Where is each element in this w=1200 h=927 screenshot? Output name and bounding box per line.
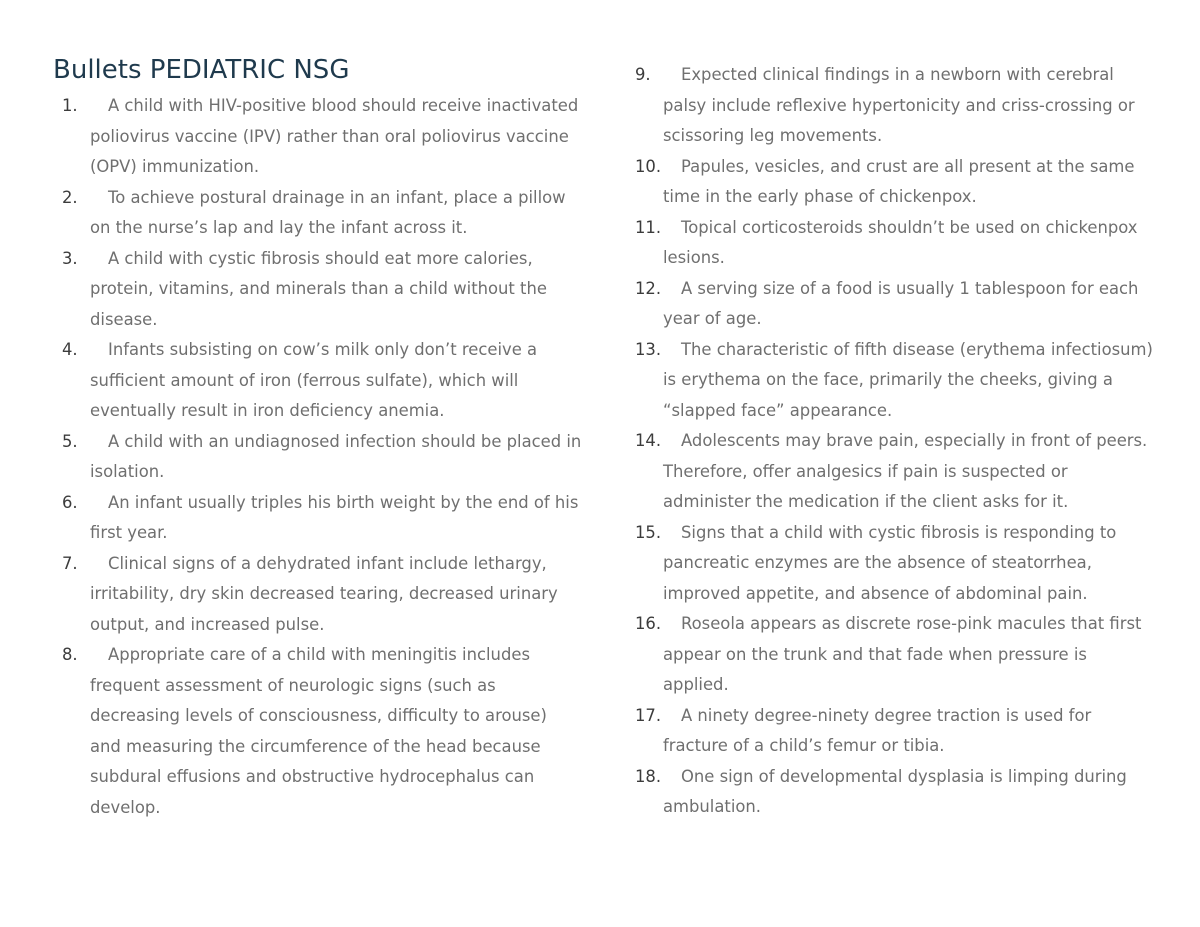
item-number: 1. xyxy=(62,96,78,115)
item-text: Clinical signs of a dehydrated infant include lethargy, irritability, dry skin decreased tearing, decreased urinary output, and increased pulse. xyxy=(90,553,558,634)
item-number: 9. xyxy=(635,65,651,84)
list-item xyxy=(635,518,1155,610)
item-number: 18. xyxy=(635,766,662,786)
list-item xyxy=(635,274,1155,335)
item-number: 13. xyxy=(635,339,662,359)
item-number: 5. xyxy=(62,431,78,451)
item-text: A serving size of a food is usually 1 tablespoon for each year of age. xyxy=(663,278,1139,328)
list-item xyxy=(635,426,1155,518)
item-number: 8. xyxy=(62,645,78,664)
item-text: The characteristic of fifth disease (erythema infectiosum) is erythema on the face, primarily the cheeks, giving a “slapped face” appearance. xyxy=(663,339,1153,420)
bullet-list-right xyxy=(635,60,1155,823)
list-item xyxy=(635,335,1155,427)
page-title: Bullets PEDIATRIC NSG xyxy=(53,55,350,85)
item-text: Topical corticosteroids shouldn’t be used on chickenpox lesions. xyxy=(663,217,1138,267)
item-number: 16. xyxy=(635,614,662,633)
item-text: Roseola appears as discrete rose-pink macules that first appear on the trunk and that fade when pressure is applied. xyxy=(663,614,1142,694)
item-number: 14. xyxy=(635,431,662,450)
item-number: 4. xyxy=(62,340,78,359)
item-number: 6. xyxy=(62,492,78,512)
item-text: One sign of developmental dysplasia is limping during ambulation. xyxy=(663,766,1127,816)
item-text: A child with cystic fibrosis should eat more calories, protein, vitamins, and minerals than a child without the disease. xyxy=(90,248,547,329)
list-item xyxy=(635,762,1155,823)
item-number: 10. xyxy=(635,156,662,176)
list-item xyxy=(62,91,582,183)
item-number: 12. xyxy=(635,278,662,298)
bullet-list-left xyxy=(62,91,582,823)
item-text: Expected clinical findings in a newborn with cerebral palsy include reflexive hypertonicity and criss-crossing or scissoring leg movements. xyxy=(663,65,1135,145)
list-item xyxy=(62,640,582,823)
item-number: 11. xyxy=(635,217,662,237)
list-item xyxy=(635,152,1155,213)
item-text: Signs that a child with cystic fibrosis is responding to pancreatic enzymes are the absence of steatorrhea, improved appetite, and absence of abdominal pain. xyxy=(663,522,1117,603)
item-number: 2. xyxy=(62,187,78,207)
item-text: A ninety degree-ninety degree traction is used for fracture of a child’s femur or tibia. xyxy=(663,705,1092,755)
item-number: 15. xyxy=(635,522,662,542)
list-item xyxy=(62,427,582,488)
list-item xyxy=(62,549,582,641)
item-text: An infant usually triples his birth weight by the end of his first year. xyxy=(90,492,579,542)
item-number: 3. xyxy=(62,248,78,268)
list-item xyxy=(635,213,1155,274)
list-item xyxy=(635,609,1155,701)
item-text: Appropriate care of a child with meningitis includes frequent assessment of neurologic signs (such as decreasing levels of consciousness, difficulty to arouse) and measuring the circumference of the head because subdural effusions and obstructive hydrocephalus can develop. xyxy=(90,645,547,817)
list-item xyxy=(62,488,582,549)
item-text: Infants subsisting on cow’s milk only don’t receive a sufficient amount of iron (ferrous sulfate), which will eventually result in iron deficiency anemia. xyxy=(90,340,538,420)
item-number: 7. xyxy=(62,553,78,573)
item-text: To achieve postural drainage in an infant, place a pillow on the nurse’s lap and lay the infant across it. xyxy=(90,187,566,237)
list-item xyxy=(635,60,1155,152)
item-text: A child with HIV-positive blood should receive inactivated poliovirus vaccine (IPV) rather than oral poliovirus vaccine (OPV) immunization. xyxy=(90,96,579,176)
list-item xyxy=(62,183,582,244)
item-number: 17. xyxy=(635,705,662,725)
item-text: Adolescents may brave pain, especially in front of peers. Therefore, offer analgesics if pain is suspected or administer the medication if the client asks for it. xyxy=(663,431,1148,511)
list-item xyxy=(635,701,1155,762)
list-item xyxy=(62,335,582,427)
item-text: A child with an undiagnosed infection should be placed in isolation. xyxy=(90,431,582,481)
list-item xyxy=(62,244,582,336)
item-text: Papules, vesicles, and crust are all present at the same time in the early phase of chickenpox. xyxy=(663,156,1135,206)
